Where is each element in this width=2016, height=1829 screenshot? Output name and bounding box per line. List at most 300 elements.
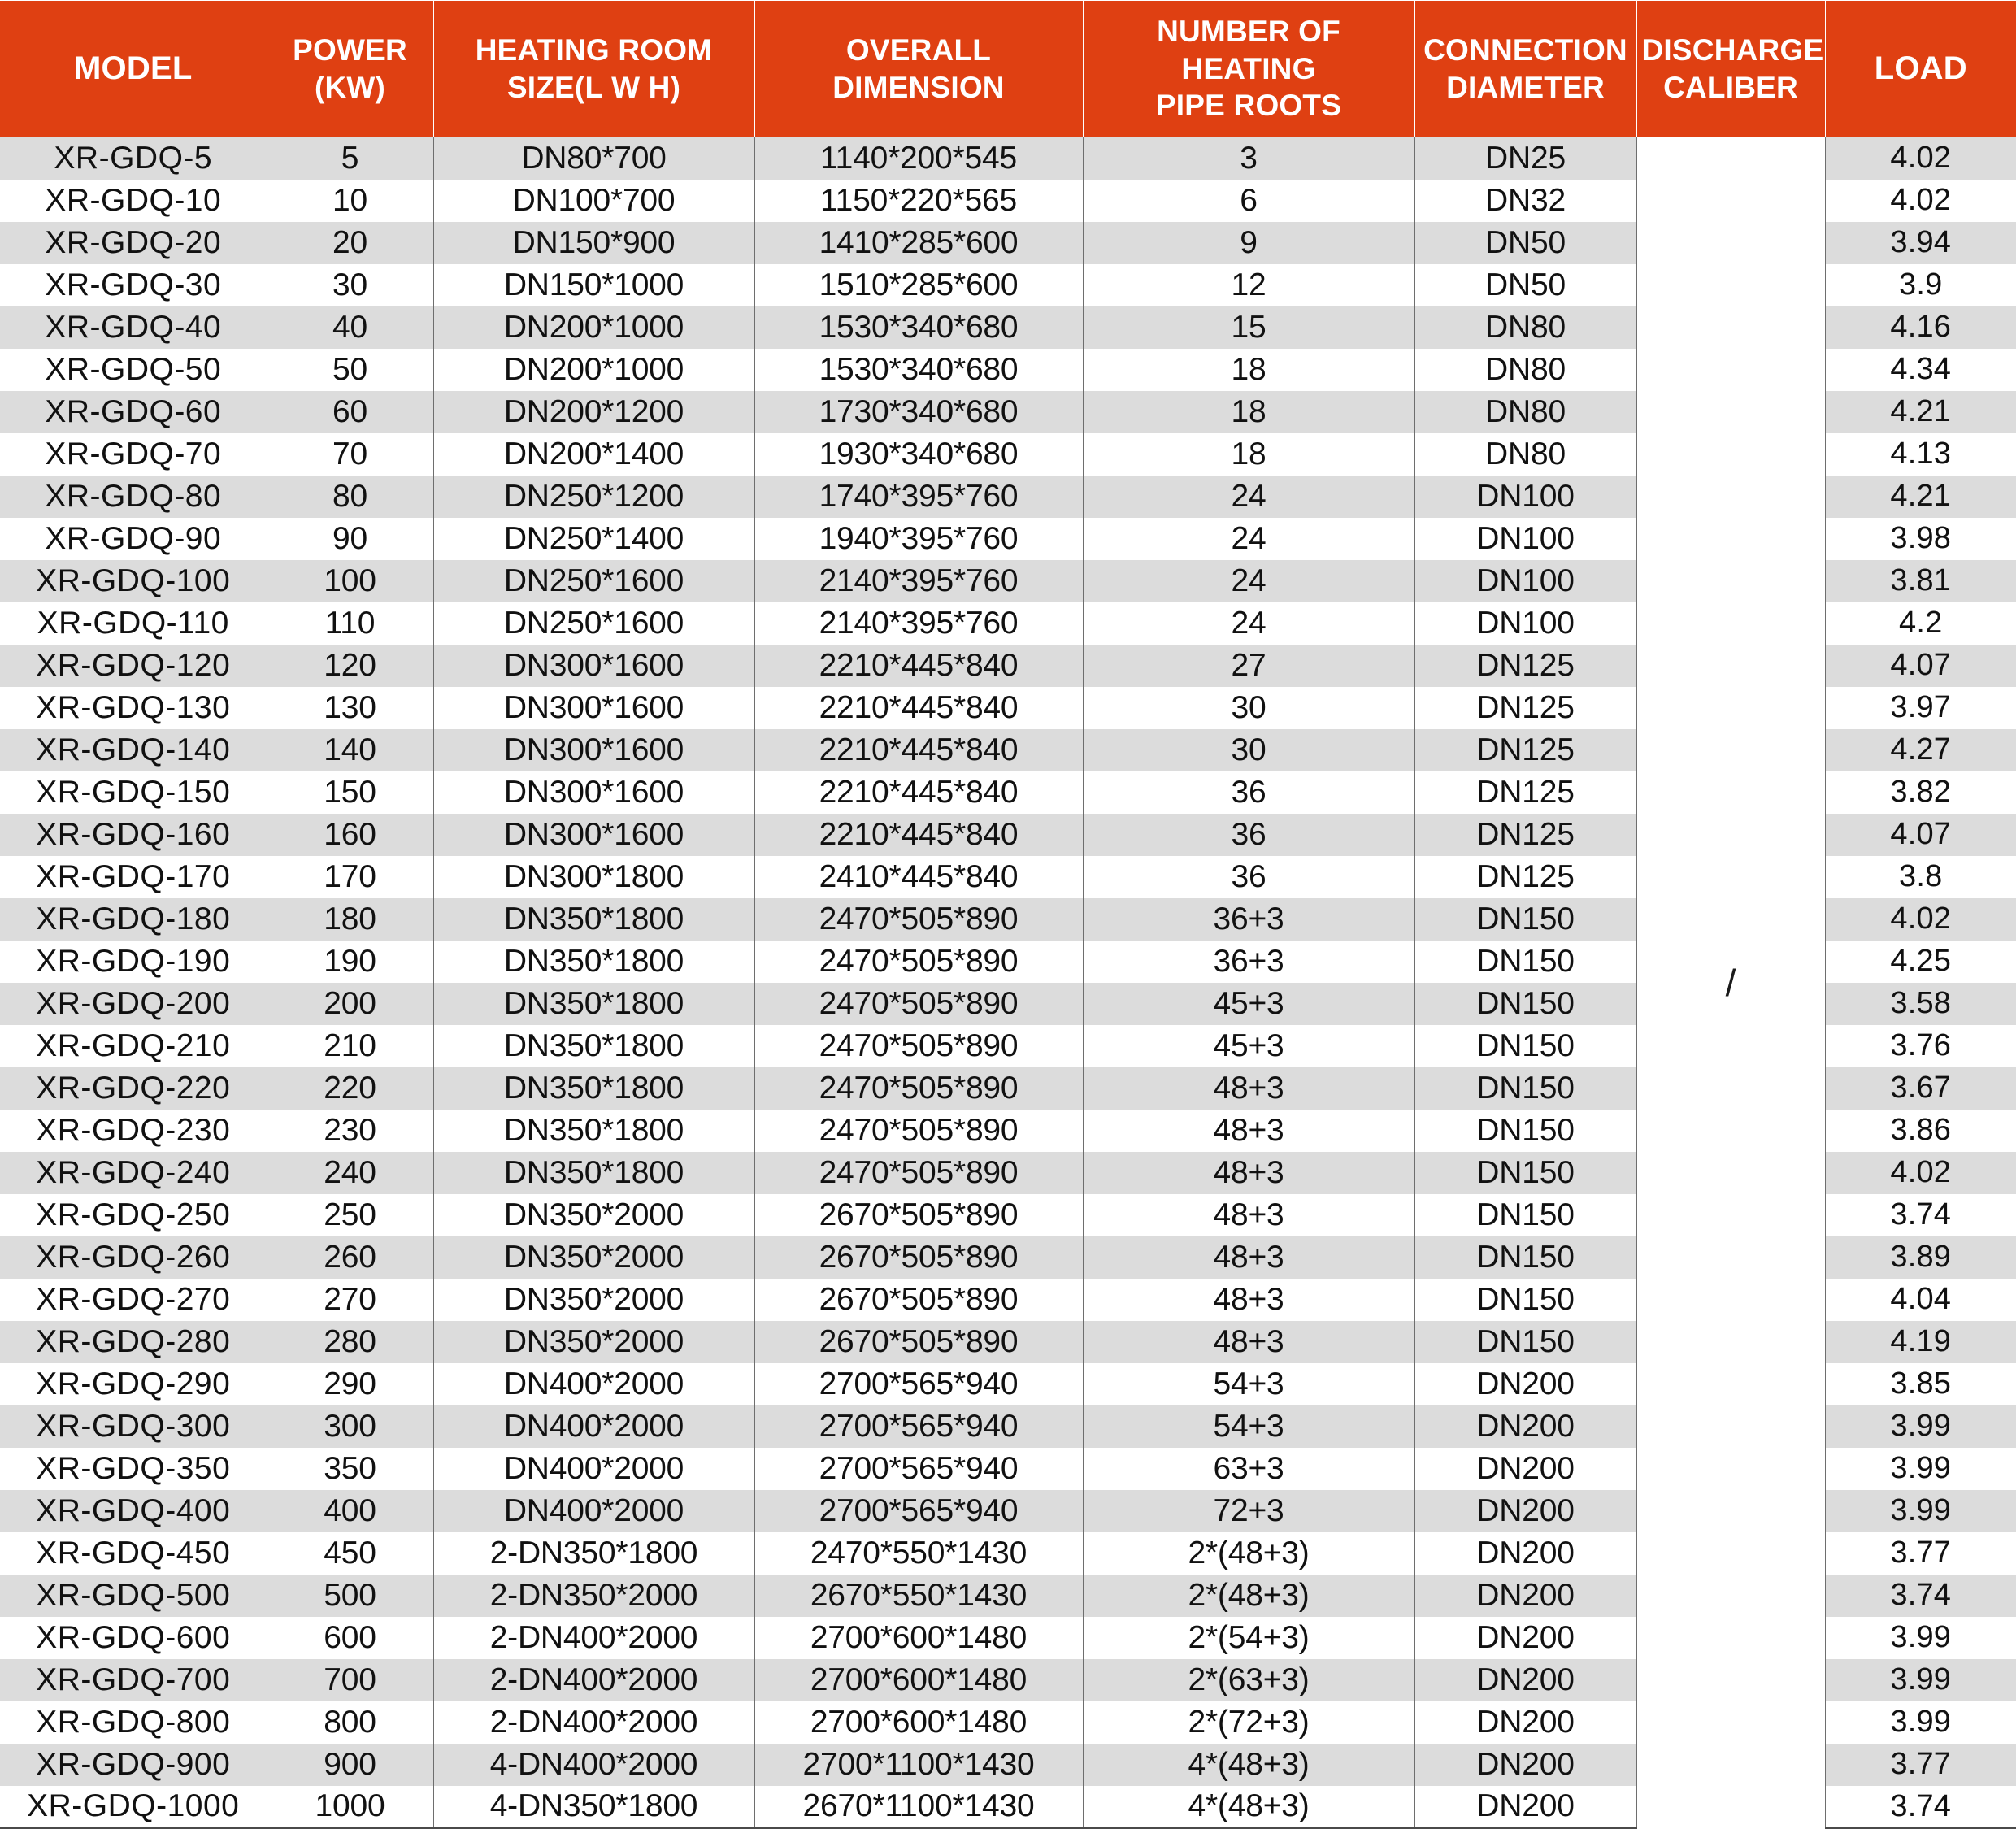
cell-model: XR-GDQ-170 (0, 856, 267, 898)
cell-pipe-roots: 9 (1083, 222, 1414, 264)
column-header-heating-room-size (433, 1, 754, 137)
cell-pipe-roots: 18 (1083, 433, 1414, 476)
column-header-power (267, 1, 433, 137)
cell-pipe-roots: 48+3 (1083, 1321, 1414, 1363)
cell-heating-room-size: DN100*700 (433, 180, 754, 222)
cell-model: XR-GDQ-260 (0, 1236, 267, 1279)
cell-overall-dimension: 2470*505*890 (754, 983, 1083, 1025)
cell-overall-dimension: 2470*505*890 (754, 1025, 1083, 1067)
cell-overall-dimension: 2210*445*840 (754, 771, 1083, 814)
cell-model: XR-GDQ-40 (0, 306, 267, 349)
cell-model: XR-GDQ-500 (0, 1575, 267, 1617)
cell-load: 3.74 (1825, 1194, 2016, 1236)
cell-load: 3.8 (1825, 856, 2016, 898)
cell-overall-dimension: 2670*505*890 (754, 1194, 1083, 1236)
cell-load: 3.99 (1825, 1659, 2016, 1701)
cell-load: 4.25 (1825, 941, 2016, 983)
cell-connection-diameter: DN200 (1414, 1575, 1636, 1617)
cell-power: 5 (267, 137, 433, 180)
cell-pipe-roots: 4*(48+3) (1083, 1786, 1414, 1828)
cell-load: 3.99 (1825, 1617, 2016, 1659)
cell-heating-room-size: DN400*2000 (433, 1448, 754, 1490)
cell-connection-diameter: DN80 (1414, 306, 1636, 349)
cell-pipe-roots: 2*(48+3) (1083, 1575, 1414, 1617)
cell-overall-dimension: 1530*340*680 (754, 349, 1083, 391)
cell-model: XR-GDQ-5 (0, 137, 267, 180)
cell-overall-dimension: 2700*565*940 (754, 1448, 1083, 1490)
cell-overall-dimension: 2410*445*840 (754, 856, 1083, 898)
cell-connection-diameter: DN100 (1414, 476, 1636, 518)
cell-power: 40 (267, 306, 433, 349)
cell-load: 3.74 (1825, 1786, 2016, 1828)
column-header-model-line1: MODEL (74, 50, 193, 86)
cell-heating-room-size: DN250*1400 (433, 518, 754, 560)
cell-connection-diameter: DN125 (1414, 771, 1636, 814)
cell-overall-dimension: 1740*395*760 (754, 476, 1083, 518)
cell-model: XR-GDQ-290 (0, 1363, 267, 1405)
cell-connection-diameter: DN125 (1414, 645, 1636, 687)
column-header-pipe-roots-line1: NUMBER OF HEATING (1157, 14, 1340, 85)
cell-heating-room-size: DN350*1800 (433, 1067, 754, 1110)
cell-overall-dimension: 2470*550*1430 (754, 1532, 1083, 1575)
cell-model: XR-GDQ-180 (0, 898, 267, 941)
cell-model: XR-GDQ-130 (0, 687, 267, 729)
cell-model: XR-GDQ-10 (0, 180, 267, 222)
cell-pipe-roots: 30 (1083, 687, 1414, 729)
cell-overall-dimension: 1150*220*565 (754, 180, 1083, 222)
cell-connection-diameter: DN150 (1414, 1025, 1636, 1067)
column-header-connection-diameter (1414, 1, 1636, 137)
column-header-heating-room-size-line2: SIZE(L W H) (506, 70, 681, 104)
column-header-heating-room-size-line1: HEATING ROOM (475, 33, 713, 67)
cell-pipe-roots: 4*(48+3) (1083, 1744, 1414, 1786)
cell-load: 3.89 (1825, 1236, 2016, 1279)
cell-model: XR-GDQ-250 (0, 1194, 267, 1236)
cell-connection-diameter: DN25 (1414, 137, 1636, 180)
cell-pipe-roots: 48+3 (1083, 1067, 1414, 1110)
cell-connection-diameter: DN50 (1414, 264, 1636, 306)
table-header-row (0, 1, 2016, 137)
cell-model: XR-GDQ-120 (0, 645, 267, 687)
cell-power: 110 (267, 602, 433, 645)
cell-pipe-roots: 63+3 (1083, 1448, 1414, 1490)
cell-connection-diameter: DN150 (1414, 941, 1636, 983)
cell-model: XR-GDQ-700 (0, 1659, 267, 1701)
cell-pipe-roots: 18 (1083, 349, 1414, 391)
cell-power: 140 (267, 729, 433, 771)
cell-pipe-roots: 48+3 (1083, 1194, 1414, 1236)
cell-overall-dimension: 2670*505*890 (754, 1279, 1083, 1321)
cell-pipe-roots: 30 (1083, 729, 1414, 771)
column-header-pipe-roots (1083, 1, 1414, 137)
cell-load: 3.81 (1825, 560, 2016, 602)
cell-connection-diameter: DN100 (1414, 518, 1636, 560)
cell-model: XR-GDQ-220 (0, 1067, 267, 1110)
cell-heating-room-size: 2-DN350*1800 (433, 1532, 754, 1575)
cell-connection-diameter: DN200 (1414, 1532, 1636, 1575)
cell-heating-room-size: 2-DN350*2000 (433, 1575, 754, 1617)
cell-heating-room-size: DN400*2000 (433, 1363, 754, 1405)
cell-power: 90 (267, 518, 433, 560)
cell-power: 220 (267, 1067, 433, 1110)
cell-heating-room-size: DN250*1600 (433, 560, 754, 602)
cell-heating-room-size: 4-DN350*1800 (433, 1786, 754, 1828)
cell-power: 400 (267, 1490, 433, 1532)
cell-overall-dimension: 2210*445*840 (754, 645, 1083, 687)
cell-overall-dimension: 2700*600*1480 (754, 1701, 1083, 1744)
cell-power: 60 (267, 391, 433, 433)
cell-power: 290 (267, 1363, 433, 1405)
cell-heating-room-size: DN150*900 (433, 222, 754, 264)
cell-connection-diameter: DN100 (1414, 560, 1636, 602)
cell-discharge-caliber: / (1636, 137, 1825, 1828)
cell-pipe-roots: 6 (1083, 180, 1414, 222)
cell-model: XR-GDQ-200 (0, 983, 267, 1025)
cell-pipe-roots: 15 (1083, 306, 1414, 349)
cell-load: 3.58 (1825, 983, 2016, 1025)
cell-connection-diameter: DN200 (1414, 1744, 1636, 1786)
cell-overall-dimension: 2470*505*890 (754, 1152, 1083, 1194)
cell-power: 70 (267, 433, 433, 476)
cell-pipe-roots: 36 (1083, 771, 1414, 814)
cell-connection-diameter: DN150 (1414, 1110, 1636, 1152)
cell-model: XR-GDQ-80 (0, 476, 267, 518)
cell-load: 3.85 (1825, 1363, 2016, 1405)
cell-connection-diameter: DN125 (1414, 814, 1636, 856)
cell-load: 3.99 (1825, 1405, 2016, 1448)
cell-overall-dimension: 2670*505*890 (754, 1321, 1083, 1363)
cell-pipe-roots: 36+3 (1083, 941, 1414, 983)
cell-heating-room-size: 4-DN400*2000 (433, 1744, 754, 1786)
cell-heating-room-size: DN200*1000 (433, 306, 754, 349)
cell-model: XR-GDQ-800 (0, 1701, 267, 1744)
cell-power: 130 (267, 687, 433, 729)
cell-load: 4.21 (1825, 391, 2016, 433)
cell-heating-room-size: DN350*1800 (433, 1110, 754, 1152)
cell-load: 3.99 (1825, 1490, 2016, 1532)
cell-pipe-roots: 45+3 (1083, 983, 1414, 1025)
cell-connection-diameter: DN200 (1414, 1363, 1636, 1405)
cell-pipe-roots: 24 (1083, 476, 1414, 518)
column-header-discharge-caliber-line2: CALIBER (1663, 70, 1798, 104)
cell-overall-dimension: 1730*340*680 (754, 391, 1083, 433)
cell-pipe-roots: 48+3 (1083, 1236, 1414, 1279)
cell-power: 1000 (267, 1786, 433, 1828)
cell-heating-room-size: DN350*2000 (433, 1194, 754, 1236)
cell-pipe-roots: 12 (1083, 264, 1414, 306)
table-row (0, 137, 2016, 180)
cell-connection-diameter: DN150 (1414, 1067, 1636, 1110)
cell-heating-room-size: DN350*2000 (433, 1279, 754, 1321)
cell-heating-room-size: DN350*1800 (433, 941, 754, 983)
cell-pipe-roots: 2*(72+3) (1083, 1701, 1414, 1744)
cell-overall-dimension: 2470*505*890 (754, 1067, 1083, 1110)
cell-heating-room-size: 2-DN400*2000 (433, 1701, 754, 1744)
cell-load: 3.86 (1825, 1110, 2016, 1152)
cell-pipe-roots: 2*(63+3) (1083, 1659, 1414, 1701)
cell-load: 4.16 (1825, 306, 2016, 349)
cell-heating-room-size: DN150*1000 (433, 264, 754, 306)
cell-connection-diameter: DN150 (1414, 1152, 1636, 1194)
cell-overall-dimension: 1940*395*760 (754, 518, 1083, 560)
cell-heating-room-size: DN200*1200 (433, 391, 754, 433)
cell-model: XR-GDQ-300 (0, 1405, 267, 1448)
cell-power: 10 (267, 180, 433, 222)
cell-pipe-roots: 36+3 (1083, 898, 1414, 941)
cell-connection-diameter: DN200 (1414, 1701, 1636, 1744)
cell-power: 240 (267, 1152, 433, 1194)
cell-pipe-roots: 72+3 (1083, 1490, 1414, 1532)
column-header-connection-diameter-line1: CONNECTION (1423, 33, 1627, 67)
cell-connection-diameter: DN125 (1414, 856, 1636, 898)
cell-load: 4.02 (1825, 180, 2016, 222)
cell-heating-room-size: DN300*1800 (433, 856, 754, 898)
cell-heating-room-size: DN350*1800 (433, 1152, 754, 1194)
cell-overall-dimension: 2210*445*840 (754, 687, 1083, 729)
cell-connection-diameter: DN150 (1414, 1279, 1636, 1321)
cell-model: XR-GDQ-210 (0, 1025, 267, 1067)
cell-pipe-roots: 48+3 (1083, 1110, 1414, 1152)
cell-load: 3.9 (1825, 264, 2016, 306)
cell-power: 600 (267, 1617, 433, 1659)
cell-load: 3.99 (1825, 1701, 2016, 1744)
cell-heating-room-size: DN350*1800 (433, 1025, 754, 1067)
cell-overall-dimension: 2670*505*890 (754, 1236, 1083, 1279)
cell-model: XR-GDQ-450 (0, 1532, 267, 1575)
cell-load: 4.04 (1825, 1279, 2016, 1321)
cell-load: 4.02 (1825, 137, 2016, 180)
cell-model: XR-GDQ-100 (0, 560, 267, 602)
cell-connection-diameter: DN125 (1414, 687, 1636, 729)
cell-model: XR-GDQ-350 (0, 1448, 267, 1490)
cell-model: XR-GDQ-60 (0, 391, 267, 433)
cell-load: 4.02 (1825, 1152, 2016, 1194)
cell-load: 4.07 (1825, 645, 2016, 687)
cell-connection-diameter: DN200 (1414, 1786, 1636, 1828)
column-header-power-line2: (KW) (314, 70, 386, 104)
cell-load: 3.77 (1825, 1744, 2016, 1786)
cell-connection-diameter: DN32 (1414, 180, 1636, 222)
cell-pipe-roots: 48+3 (1083, 1152, 1414, 1194)
cell-pipe-roots: 48+3 (1083, 1279, 1414, 1321)
cell-load: 4.2 (1825, 602, 2016, 645)
cell-pipe-roots: 45+3 (1083, 1025, 1414, 1067)
cell-heating-room-size: DN80*700 (433, 137, 754, 180)
cell-heating-room-size: DN200*1000 (433, 349, 754, 391)
cell-heating-room-size: DN300*1600 (433, 645, 754, 687)
cell-heating-room-size: DN250*1600 (433, 602, 754, 645)
column-header-load-line1: LOAD (1874, 50, 1967, 86)
column-header-load (1825, 1, 2016, 137)
cell-model: XR-GDQ-190 (0, 941, 267, 983)
cell-power: 500 (267, 1575, 433, 1617)
cell-power: 230 (267, 1110, 433, 1152)
cell-model: XR-GDQ-230 (0, 1110, 267, 1152)
cell-power: 150 (267, 771, 433, 814)
cell-connection-diameter: DN80 (1414, 349, 1636, 391)
cell-overall-dimension: 1140*200*545 (754, 137, 1083, 180)
cell-model: XR-GDQ-20 (0, 222, 267, 264)
cell-model: XR-GDQ-270 (0, 1279, 267, 1321)
cell-heating-room-size: DN200*1400 (433, 433, 754, 476)
cell-overall-dimension: 2700*600*1480 (754, 1617, 1083, 1659)
column-header-discharge-caliber (1636, 1, 1825, 137)
cell-load: 3.77 (1825, 1532, 2016, 1575)
cell-pipe-roots: 24 (1083, 518, 1414, 560)
cell-power: 20 (267, 222, 433, 264)
cell-model: XR-GDQ-160 (0, 814, 267, 856)
cell-connection-diameter: DN80 (1414, 391, 1636, 433)
cell-power: 700 (267, 1659, 433, 1701)
cell-overall-dimension: 2210*445*840 (754, 814, 1083, 856)
cell-overall-dimension: 2210*445*840 (754, 729, 1083, 771)
cell-model: XR-GDQ-400 (0, 1490, 267, 1532)
cell-load: 3.97 (1825, 687, 2016, 729)
cell-power: 80 (267, 476, 433, 518)
column-header-overall-dimension-line2: DIMENSION (832, 70, 1005, 104)
cell-pipe-roots: 54+3 (1083, 1405, 1414, 1448)
cell-load: 3.82 (1825, 771, 2016, 814)
cell-overall-dimension: 2700*1100*1430 (754, 1744, 1083, 1786)
cell-connection-diameter: DN125 (1414, 729, 1636, 771)
cell-pipe-roots: 24 (1083, 602, 1414, 645)
cell-model: XR-GDQ-600 (0, 1617, 267, 1659)
cell-model: XR-GDQ-90 (0, 518, 267, 560)
cell-heating-room-size: 2-DN400*2000 (433, 1617, 754, 1659)
cell-overall-dimension: 2470*505*890 (754, 941, 1083, 983)
cell-connection-diameter: DN150 (1414, 1194, 1636, 1236)
cell-power: 120 (267, 645, 433, 687)
cell-power: 350 (267, 1448, 433, 1490)
cell-power: 260 (267, 1236, 433, 1279)
cell-connection-diameter: DN100 (1414, 602, 1636, 645)
cell-model: XR-GDQ-70 (0, 433, 267, 476)
cell-model: XR-GDQ-140 (0, 729, 267, 771)
cell-overall-dimension: 1510*285*600 (754, 264, 1083, 306)
cell-power: 30 (267, 264, 433, 306)
cell-load: 4.34 (1825, 349, 2016, 391)
cell-load: 3.99 (1825, 1448, 2016, 1490)
cell-overall-dimension: 2700*600*1480 (754, 1659, 1083, 1701)
column-header-discharge-caliber-line1: DISCHARGE (1641, 33, 1824, 67)
cell-model: XR-GDQ-30 (0, 264, 267, 306)
cell-overall-dimension: 2470*505*890 (754, 1110, 1083, 1152)
cell-power: 170 (267, 856, 433, 898)
table-body (0, 137, 2016, 1828)
cell-connection-diameter: DN150 (1414, 983, 1636, 1025)
cell-power: 270 (267, 1279, 433, 1321)
cell-heating-room-size: DN350*2000 (433, 1321, 754, 1363)
cell-overall-dimension: 2470*505*890 (754, 898, 1083, 941)
cell-heating-room-size: 2-DN400*2000 (433, 1659, 754, 1701)
cell-load: 4.19 (1825, 1321, 2016, 1363)
cell-connection-diameter: DN200 (1414, 1405, 1636, 1448)
cell-pipe-roots: 2*(54+3) (1083, 1617, 1414, 1659)
cell-heating-room-size: DN300*1600 (433, 687, 754, 729)
cell-connection-diameter: DN150 (1414, 1236, 1636, 1279)
cell-power: 300 (267, 1405, 433, 1448)
cell-power: 190 (267, 941, 433, 983)
column-header-overall-dimension-line1: OVERALL (845, 33, 992, 67)
cell-connection-diameter: DN200 (1414, 1448, 1636, 1490)
cell-model: XR-GDQ-1000 (0, 1786, 267, 1828)
cell-load: 3.74 (1825, 1575, 2016, 1617)
cell-power: 250 (267, 1194, 433, 1236)
cell-power: 450 (267, 1532, 433, 1575)
cell-pipe-roots: 54+3 (1083, 1363, 1414, 1405)
cell-overall-dimension: 2700*565*940 (754, 1405, 1083, 1448)
cell-pipe-roots: 18 (1083, 391, 1414, 433)
cell-overall-dimension: 1930*340*680 (754, 433, 1083, 476)
cell-pipe-roots: 36 (1083, 814, 1414, 856)
cell-heating-room-size: DN350*1800 (433, 983, 754, 1025)
cell-load: 4.07 (1825, 814, 2016, 856)
cell-power: 160 (267, 814, 433, 856)
cell-connection-diameter: DN200 (1414, 1617, 1636, 1659)
cell-model: XR-GDQ-150 (0, 771, 267, 814)
cell-overall-dimension: 2670*1100*1430 (754, 1786, 1083, 1828)
cell-model: XR-GDQ-900 (0, 1744, 267, 1786)
cell-overall-dimension: 2700*565*940 (754, 1490, 1083, 1532)
cell-load: 4.27 (1825, 729, 2016, 771)
column-header-overall-dimension (754, 1, 1083, 137)
table-header (0, 1, 2016, 137)
cell-heating-room-size: DN300*1600 (433, 814, 754, 856)
cell-overall-dimension: 2140*395*760 (754, 560, 1083, 602)
cell-power: 210 (267, 1025, 433, 1067)
column-header-power-line1: POWER (293, 33, 407, 67)
cell-heating-room-size: DN350*2000 (433, 1236, 754, 1279)
cell-model: XR-GDQ-110 (0, 602, 267, 645)
cell-power: 180 (267, 898, 433, 941)
cell-connection-diameter: DN50 (1414, 222, 1636, 264)
cell-pipe-roots: 36 (1083, 856, 1414, 898)
cell-heating-room-size: DN250*1200 (433, 476, 754, 518)
cell-power: 900 (267, 1744, 433, 1786)
cell-pipe-roots: 2*(48+3) (1083, 1532, 1414, 1575)
cell-connection-diameter: DN150 (1414, 898, 1636, 941)
cell-load: 4.21 (1825, 476, 2016, 518)
cell-connection-diameter: DN200 (1414, 1490, 1636, 1532)
column-header-connection-diameter-line2: DIAMETER (1446, 70, 1605, 104)
cell-overall-dimension: 2140*395*760 (754, 602, 1083, 645)
cell-power: 280 (267, 1321, 433, 1363)
cell-power: 100 (267, 560, 433, 602)
cell-heating-room-size: DN400*2000 (433, 1405, 754, 1448)
cell-overall-dimension: 1410*285*600 (754, 222, 1083, 264)
cell-model: XR-GDQ-50 (0, 349, 267, 391)
cell-load: 3.67 (1825, 1067, 2016, 1110)
cell-heating-room-size: DN300*1600 (433, 729, 754, 771)
column-header-pipe-roots-line2: PIPE ROOTS (1155, 89, 1342, 123)
cell-load: 3.94 (1825, 222, 2016, 264)
cell-pipe-roots: 24 (1083, 560, 1414, 602)
cell-load: 3.76 (1825, 1025, 2016, 1067)
cell-load: 4.13 (1825, 433, 2016, 476)
cell-heating-room-size: DN350*1800 (433, 898, 754, 941)
cell-heating-room-size: DN300*1600 (433, 771, 754, 814)
cell-load: 3.98 (1825, 518, 2016, 560)
cell-pipe-roots: 3 (1083, 137, 1414, 180)
cell-overall-dimension: 1530*340*680 (754, 306, 1083, 349)
cell-connection-diameter: DN200 (1414, 1659, 1636, 1701)
cell-pipe-roots: 27 (1083, 645, 1414, 687)
cell-overall-dimension: 2670*550*1430 (754, 1575, 1083, 1617)
cell-power: 200 (267, 983, 433, 1025)
column-header-model (0, 1, 267, 137)
cell-power: 800 (267, 1701, 433, 1744)
cell-heating-room-size: DN400*2000 (433, 1490, 754, 1532)
